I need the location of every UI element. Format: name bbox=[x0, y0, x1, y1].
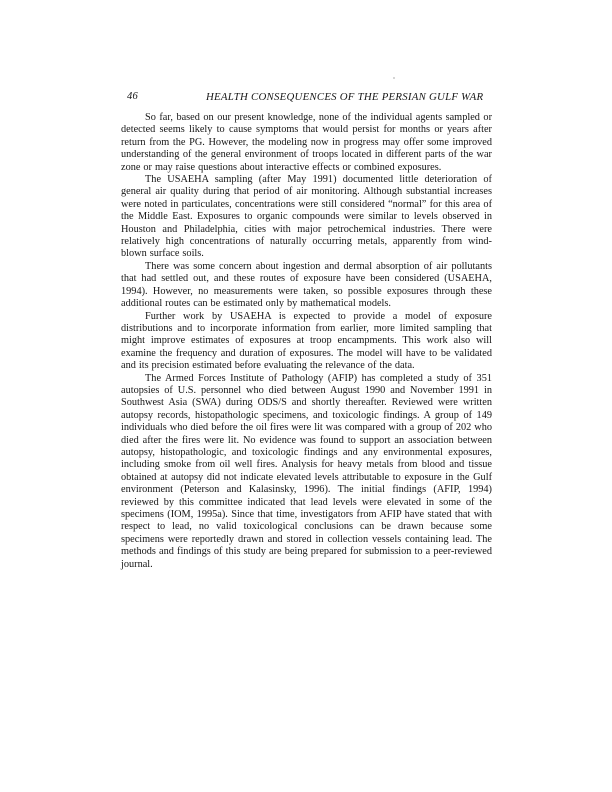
page-header bbox=[121, 91, 492, 105]
scan-artifact-dot bbox=[393, 77, 395, 79]
paragraph-4: Further work by USAEHA is expected to provide a model of exposure distributions and to incorporate information from earlier, more limited sampling that might improve estimates of exposures at troop encampments. This work also will examine the frequency and duration of exposures. The model will have to be validated and its precision estimated before evaluating the relevance of the data. bbox=[121, 310, 492, 372]
running-title: HEALTH CONSEQUENCES OF THE PERSIAN GULF WAR bbox=[206, 91, 484, 103]
paragraph-3: There was some concern about ingestion and dermal absorption of air pollutants that had settled out, and these routes of exposure have been considered (USAEHA, 1994). However, no measurements were taken, so possible exposures through these additional routes can be estimated only by mathematical models. bbox=[121, 260, 492, 310]
paragraph-1: So far, based on our present knowledge, none of the individual agents sampled or detected seems likely to cause symptoms that would persist for months or years after return from the PG. However, the modeling now in progress may offer some improved understanding of the general environment of troops located in different parts of the war zone or may raise questions about interactive effects or combined exposures. bbox=[121, 112, 492, 173]
body-text bbox=[121, 112, 492, 571]
paragraph-2: The USAEHA sampling (after May 1991) documented little deterioration of general air quality during that period of air monitoring. Although substantial increases were noted in particulates, concentrations were still considered “normal” for this area of the Middle East. Exposures to organic compounds were similar to levels observed in Houston and Philadelphia, cities with major petrochemical industries. There were relatively high concentrations of naturally occurring metals, apparently from wind-blown surface soils. bbox=[121, 174, 492, 260]
page-number: 46 bbox=[127, 91, 138, 102]
paragraph-5: The Armed Forces Institute of Pathology (AFIP) has completed a study of 351 autopsies of U.S. personnel who died between August 1990 and November 1991 in Southwest Asia (SWA) during ODS/S and shortly thereafter. Reviewed were written autopsy records, histopathologic specimens, and toxicologic findings. A group of 149 individuals who died before the oil fires were lit was compared with a group of 202 who died after the fires were lit. No evidence was found to support an association between autopsy, histopathologic, and toxicologic findings and any environmental exposures, including smoke from oil well fires. Analysis for heavy metals from blood and tissue obtained at autopsy did not indicate elevated levels attributable to exposure in the Gulf environment (Peterson and Kalasinsky, 1996). The initial findings (AFIP, 1994) reviewed by this committee indicated that lead levels were elevated in some of the specimens (IOM, 1995a). Since that time, investigators from AFIP have stated that with respect to lead, no valid toxicological conclusions can be drawn because some specimens were reportedly drawn and stored in collection vessels containing lead. The methods and findings of this study are being prepared for submission to a peer-reviewed journal. bbox=[121, 372, 492, 570]
